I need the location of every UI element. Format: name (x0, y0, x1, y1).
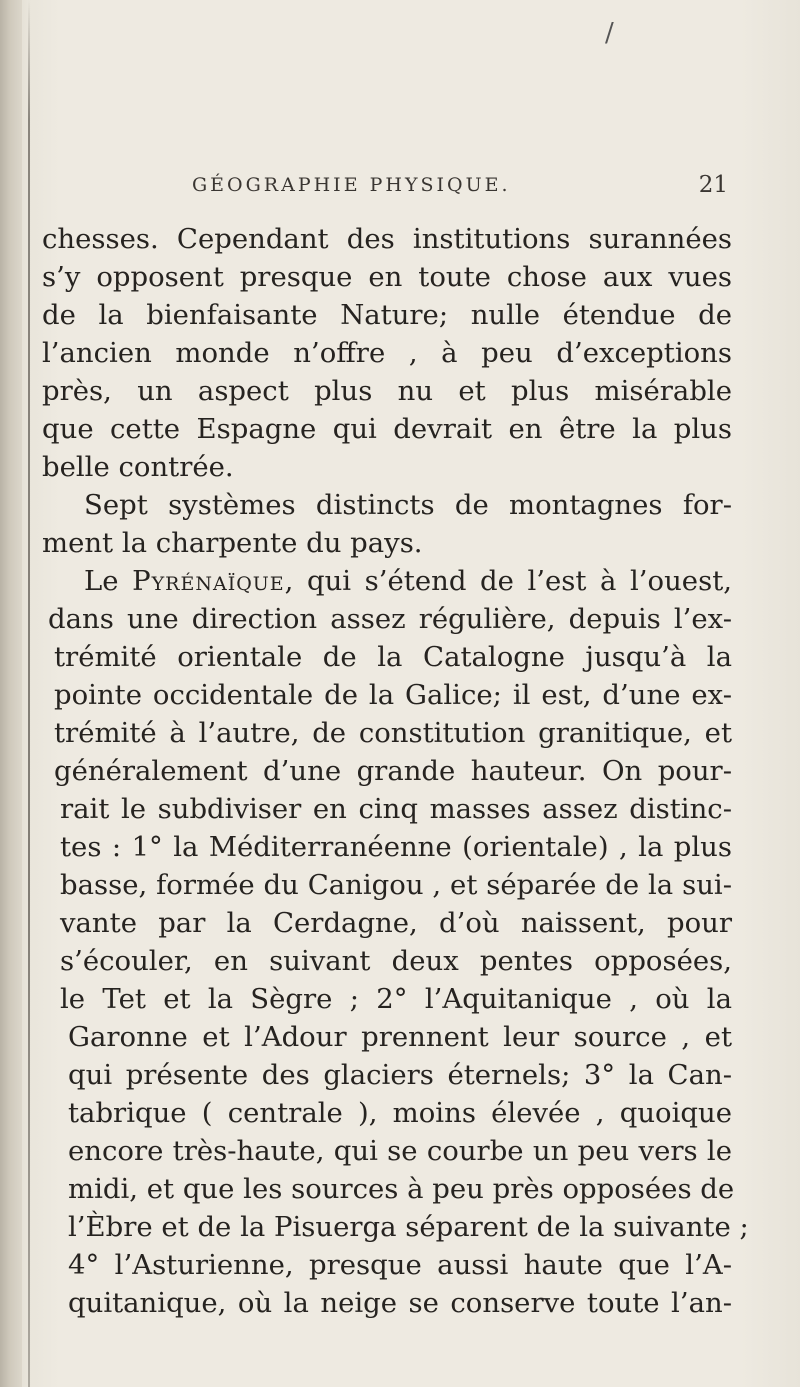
text-line: de la bienfaisante Nature; nulle étendue de (42, 299, 732, 331)
paragraph-start (42, 562, 732, 600)
small-caps-term: Pyrénaïque (132, 565, 285, 597)
text-line: s’écouler, en suivant deux pentes opposées, (60, 945, 732, 977)
running-title: GÉOGRAPHIE PHYSIQUE. (192, 174, 511, 196)
text-line: généralement d’une grande hauteur. On pour- (54, 755, 732, 787)
text-line: 4° l’Asturienne, presque aussi haute que l’A- (68, 1249, 732, 1281)
body-text (42, 220, 749, 1322)
text-line: l’Èbre et de la Pisuerga séparent de la suivante ; (68, 1211, 749, 1243)
paragraph-start: Sept systèmes distincts de montagnes for- (84, 489, 732, 521)
text-line: dans une direction assez régulière, depuis l’ex- (48, 603, 732, 635)
text-line: rait le subdiviser en cinq masses assez distinc- (60, 793, 732, 825)
text-line: basse, formée du Canigou , et séparée de la sui- (60, 869, 732, 901)
text-line: trémité orientale de la Catalogne jusqu’à la (54, 641, 732, 673)
corner-mark: / (605, 18, 614, 48)
text-line: vante par la Cerdagne, d’où naissent, pour (60, 907, 732, 939)
text-line: tes : 1° la Méditerranéenne (orientale) , la plus (60, 831, 732, 863)
text-line: ment la charpente du pays. (42, 527, 423, 559)
text-line: s’y opposent presque en toute chose aux vues (42, 261, 732, 293)
text-line: quitanique, où la neige se conserve toute l’an- (68, 1287, 732, 1319)
text-line: l’ancien monde n’offre , à peu d’exceptions (42, 337, 732, 369)
text-line: que cette Espagne qui devrait en être la plus (42, 413, 732, 445)
binding-edge (28, 0, 30, 1387)
text-line: midi, et que les sources à peu près opposées de (68, 1173, 735, 1205)
text-line: qui présente des glaciers éternels; 3° la Can- (68, 1059, 732, 1091)
text-line: trémité à l’autre, de constitution granitique, et (54, 717, 732, 749)
page-gutter-shadow (0, 0, 22, 1387)
text-line: tabrique ( centrale ), moins élevée , quoique (68, 1097, 732, 1129)
text-line: Garonne et l’Adour prennent leur source , et (68, 1021, 732, 1053)
page-number: 21 (698, 172, 728, 198)
text-line: près, un aspect plus nu et plus misérable (42, 375, 732, 407)
text-line: chesses. Cependant des institutions surannées (42, 223, 732, 255)
text-line: le Tet et la Sègre ; 2° l’Aquitanique , où la (60, 983, 732, 1015)
text-line: pointe occidentale de la Galice; il est, d’une ex- (54, 679, 732, 711)
text-line: encore très-haute, qui se courbe un peu vers le (68, 1135, 732, 1167)
text-fragment: Le (84, 565, 119, 597)
text-line: belle contrée. (42, 451, 234, 483)
page-header (192, 174, 728, 204)
text-fragment: , qui s’étend de l’est à l’ouest, (284, 565, 732, 597)
